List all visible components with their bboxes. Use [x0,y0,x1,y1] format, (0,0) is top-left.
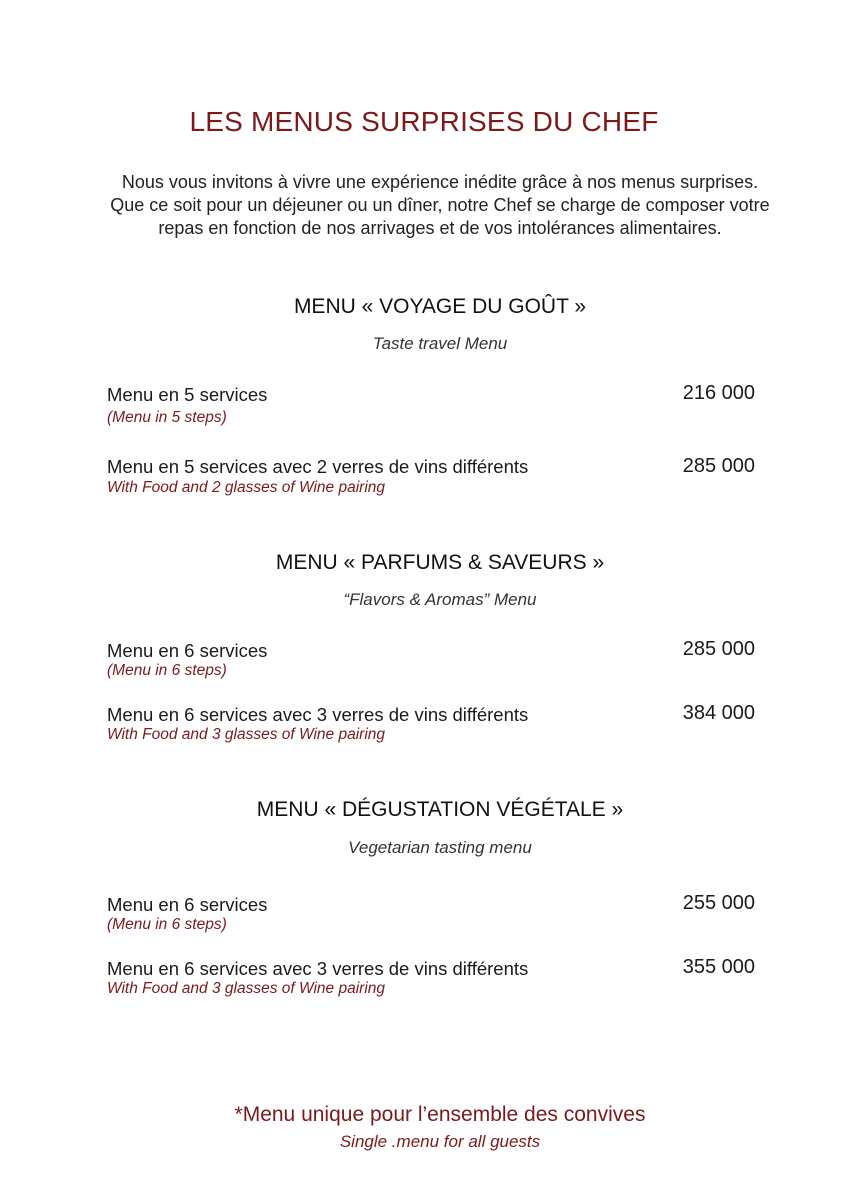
menu-item-name: Menu en 5 services avec 2 verres de vins différents [107,456,529,477]
intro-line-2: Que ce soit pour un déjeuner ou un dîner, notre Chef se charge de composer votre [110,195,770,215]
menu-item-note: With Food and 3 glasses of Wine pairing [107,980,386,997]
menu-item-name: Menu en 6 services avec 3 verres de vins différents [107,958,529,979]
section-subtitle: Vegetarian tasting menu [348,838,532,857]
menu-item-price: 384 000 [682,702,755,724]
section-subtitle: Taste travel Menu [372,334,508,353]
menu-item-price: 255 000 [682,892,755,914]
menu-item-price: 285 000 [682,638,755,660]
menu-item-price: 355 000 [682,956,755,978]
menu-item-price: 285 000 [682,455,755,477]
menu-item-name: Menu en 6 services avec 3 verres de vins différents [107,704,529,725]
section-title: MENU « DÉGUSTATION VÉGÉTALE » [256,798,624,821]
menu-item-note: (Menu in 5 steps) [107,409,227,426]
intro-line-3: repas en fonction de nos arrivages et de vos intolérances alimentaires. [158,218,722,238]
menu-item-name: Menu en 6 services [107,640,268,661]
menu-item-note: With Food and 2 glasses of Wine pairing [107,479,386,496]
section-subtitle: “Flavors & Aromas” Menu [343,590,537,609]
footer-note-translation: Single .menu for all guests [339,1132,541,1151]
menu-item-price: 216 000 [682,382,755,404]
menu-item-note: (Menu in 6 steps) [107,916,227,933]
menu-item-note: With Food and 3 glasses of Wine pairing [107,726,386,743]
section-title: MENU « VOYAGE DU GOÛT » [293,295,587,318]
menu-item-name: Menu en 5 services [107,384,268,405]
page-title: LES MENUS SURPRISES DU CHEF [189,106,659,137]
footer-note: *Menu unique pour l’ensemble des convives [234,1103,646,1126]
intro-line-1: Nous vous invitons à vivre une expérience inédite grâce à nos menus surprises. [121,172,759,192]
menu-item-name: Menu en 6 services [107,894,268,915]
section-title: MENU « PARFUMS & SAVEURS » [275,551,605,574]
intro-text [40,171,840,240]
menu-item-note: (Menu in 6 steps) [107,662,227,679]
